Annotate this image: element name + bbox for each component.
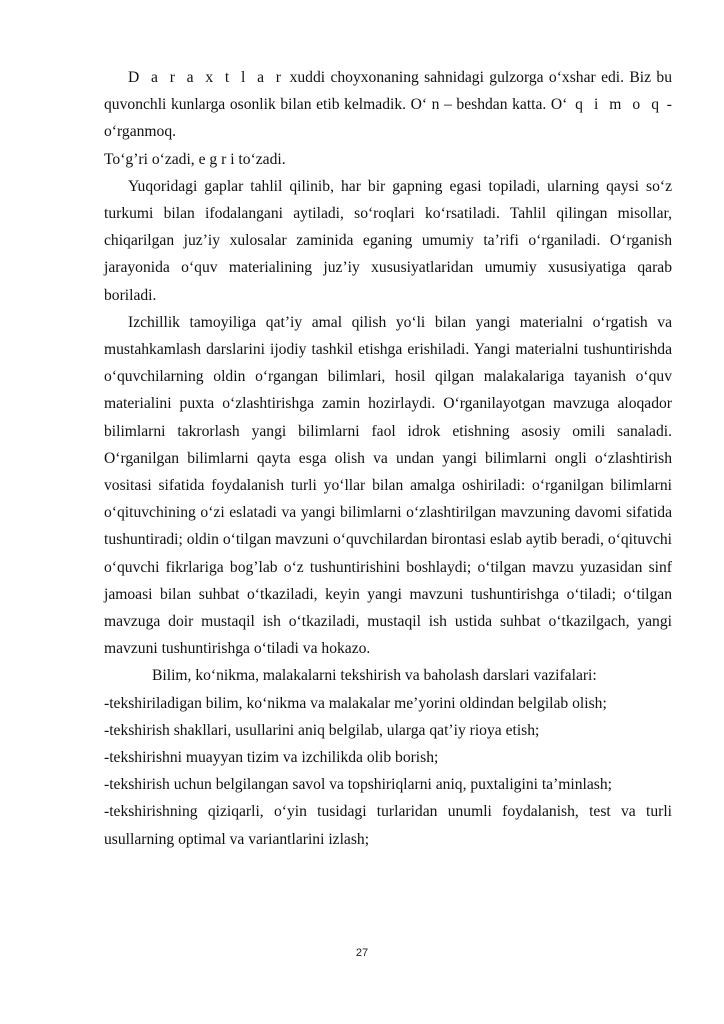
spaced-word-oqimoq: q i m o q bbox=[567, 96, 663, 114]
page-number: 27 bbox=[355, 947, 369, 959]
paragraph-analysis: Yuqoridagi gaplar tahlil qilinib, har bir gapning egasi topiladi, ularning qaysi so‘z turkumi bilan ifodalangani aytiladi, so‘roqlari ko‘rsatiladi. Tahlil qilingan misollar, chiqarilgan juz’iy xulosalar zaminida eganing umumiy ta’rifi o‘rganiladi. O‘rganish jarayonida o‘quv materialining juz’iy xususiyatlaridan umumiy xususiyatiga qarab boriladi. bbox=[104, 177, 672, 304]
section-heading: Bilim, ko‘nikma, malakalarni tekshirish va baholash darslari vazifalari: bbox=[152, 667, 597, 685]
paragraph-text: xuddi choyxonaning sahnidagi gulzorga o‘xshar edi. Biz bu quvonchli kunlarga osonlik bilan etib kelmadik. O‘ n – beshdan katta. O‘ bbox=[104, 69, 672, 114]
list-item: -tekshirishni muayyan tizim va izchilikda olib borish; bbox=[104, 749, 439, 767]
list-item: -tekshirishning qiziqarli, o‘yin tusidagi turlaridan unumli foydalanish, test va turli usullarning optimal va variantlarini izlash; bbox=[104, 803, 672, 848]
list-item: -tekshirish uchun belgilangan savol va topshiriqlarni aniq, puxtaligini ta’minlash; bbox=[104, 776, 612, 794]
paragraph-text: - o‘rganmoq. bbox=[104, 96, 672, 141]
paragraph-examples bbox=[104, 64, 672, 146]
list-item: -tekshiriladigan bilim, ko‘nikma va malakalar me’yorini oldindan belgilab olish; bbox=[104, 694, 607, 712]
list-item: -tekshirish shakllari, usullarini aniq belgilab, ularga qat’iy rioya etish; bbox=[104, 721, 540, 739]
body-text bbox=[104, 64, 672, 853]
paragraph-example-line bbox=[104, 146, 672, 173]
spaced-word-daraxtlar: D a r a x t l a r bbox=[128, 69, 285, 86]
paragraph-text: To‘g’ri o‘zadi, e g r i to‘zadi. bbox=[104, 150, 286, 168]
paragraph-consistency: Izchillik tamoyiliga qat’iy amal qilish yo‘li bilan yangi materialni o‘rgatish va mustahkamlash darslarini ijodiy tashkil etishga erishiladi. Yangi materialni tushuntirishda o‘quvchilarning oldin o‘rgangan bilimlari, hosil qilgan malakalariga tayanish o‘quv materialini puxta o‘zlashtirishga zamin hozirlaydi. O‘rganilayotgan mavzuga aloqador bilimlarni takrorlash yangi bilimlarni faol idrok etishning asosiy omili sanaladi. O‘rganilgan bilimlarni qayta esga olish va undan yangi bilimlarni ongli o‘zlashtirish vositasi sifatida foydalanish turli yo‘llar bilan amalga oshiriladi: o‘rganilgan bilimlarni o‘qituvchining o‘zi eslatadi va yangi bilimlarni o‘zlashtirilgan mavzuning davomi sifatida tushuntiradi; oldin o‘tilgan mavzuni o‘quvchilardan birontasi eslab aytib beradi, o‘qituvchi o‘quvchi fikrlariga bog’lab o‘z tushuntirishini boshlaydi; o‘tilgan mavzu yuzasidan sinf jamoasi bilan suhbat o‘tkaziladi, keyin yangi mavzuni tushuntirishga o‘tiladi; o‘tilgan mavzuga doir mustaqil ish o‘tkaziladi, mustaqil ish ustida suhbat o‘tkazilgach, yangi mavzuni tushuntirishga o‘tiladi va hokazo. bbox=[104, 313, 672, 658]
